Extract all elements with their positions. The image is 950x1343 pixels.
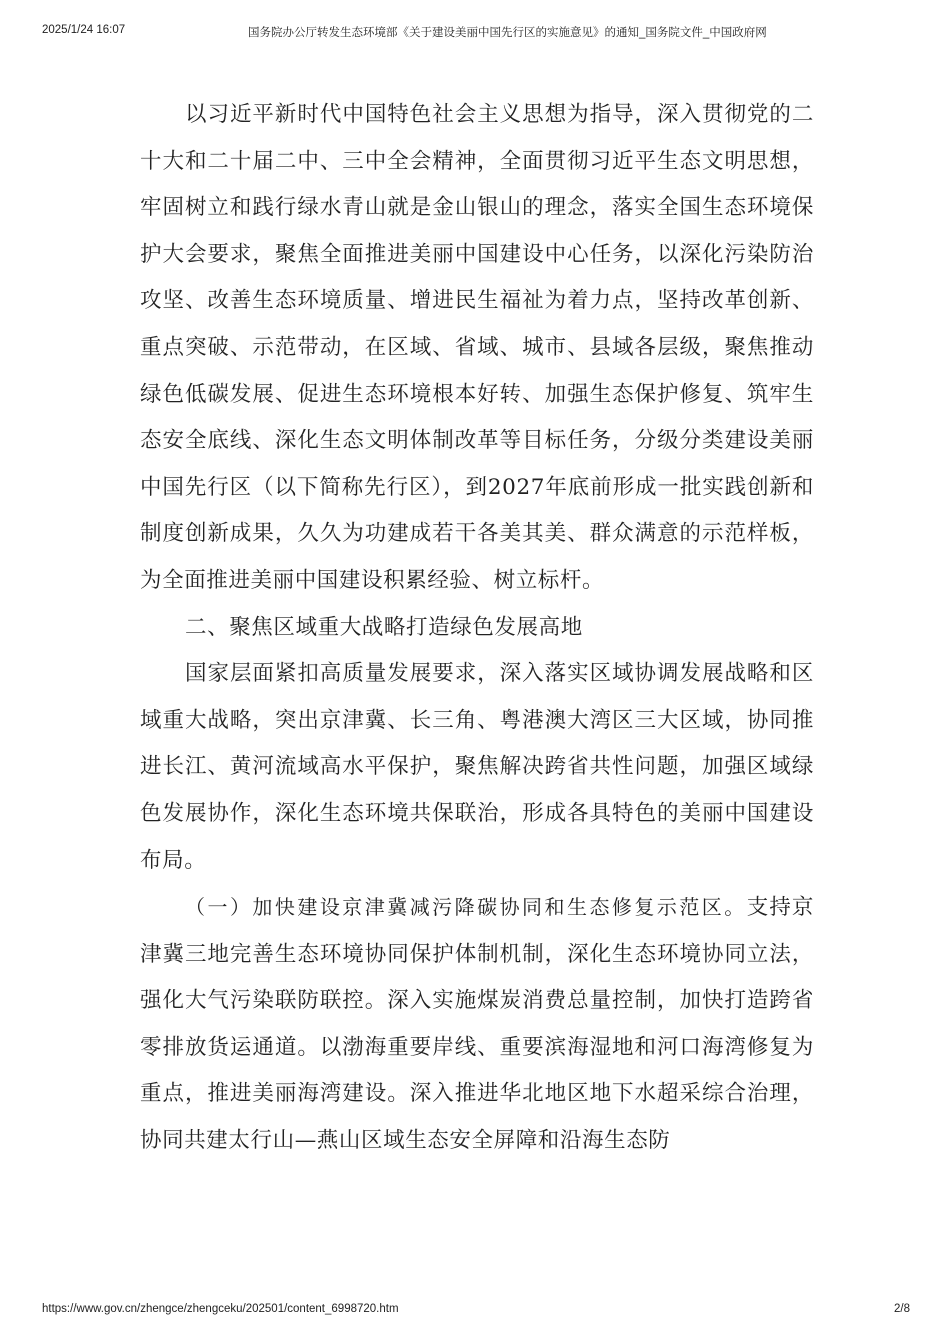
page-number: 2/8: [894, 1303, 910, 1315]
print-page-title: 国务院办公厅转发生态环境部《关于建设美丽中国先行区的实施意见》的通知_国务院文件_中国政府网: [248, 27, 767, 39]
document-body: [140, 92, 814, 1165]
section-heading-2: 二、聚焦区域重大战略打造绿色发展高地: [185, 614, 583, 640]
jingjinji-paragraph-text: 支持京津冀三地完善生态环境协同保护体制机制，深化生态环境协同立法，强化大气污染联防联控。深入实施煤炭消费总量控制，加快打造跨省零排放货运通道。以渤海重要岸线、重要滨海湿地和河口海湾修复为重点，推进美丽海湾建设。深入推进华北地区地下水超采综合治理，协同共建太行山—燕山区域生态安全屏障和沿海生态防: [140, 895, 814, 1154]
subsection-lead-1: （一）加快建设京津冀减污降碳协同和生态修复示范区。: [185, 895, 747, 920]
print-header: [0, 24, 950, 40]
regional-strategy-paragraph: 国家层面紧扣高质量发展要求，深入落实区域协调发展战略和区域重大战略，突出京津冀、长三角、粤港澳大湾区三大区域，协同推进长江、黄河流域高水平保护，聚焦解决跨省共性问题，加强区域绿色发展协作，深化生态环境共保联治，形成各具特色的美丽中国建设布局。: [140, 661, 814, 873]
jingjinji-paragraph: [140, 884, 814, 1165]
print-datetime: 2025/1/24 16:07: [42, 24, 126, 36]
guiding-principle-paragraph: 以习近平新时代中国特色社会主义思想为指导，深入贯彻党的二十大和二十届二中、三中全会精神，全面贯彻习近平生态文明思想，牢固树立和践行绿水青山就是金山银山的理念，落实全国生态环境保护大会要求，聚焦全面推进美丽中国建设中心任务，以深化污染防治攻坚、改善生态环境质量、增进民生福祉为着力点，坚持改革创新、重点突破、示范带动，在区域、省域、城市、县域各层级，聚焦推动绿色低碳发展、促进生态环境根本好转、加强生态保护修复、筑牢生态安全底线、深化生态文明体制改革等目标任务，分级分类建设美丽中国先行区（以下简称先行区），到2027年底前形成一批实践创新和制度创新成果，久久为功建成若干各美其美、群众满意的示范样板，为全面推进美丽中国建设积累经验、树立标杆。: [140, 102, 814, 593]
source-url-link[interactable]: https://www.gov.cn/zhengce/zhengceku/202501/content_6998720.htm: [42, 1303, 399, 1315]
print-footer: [0, 1303, 950, 1319]
